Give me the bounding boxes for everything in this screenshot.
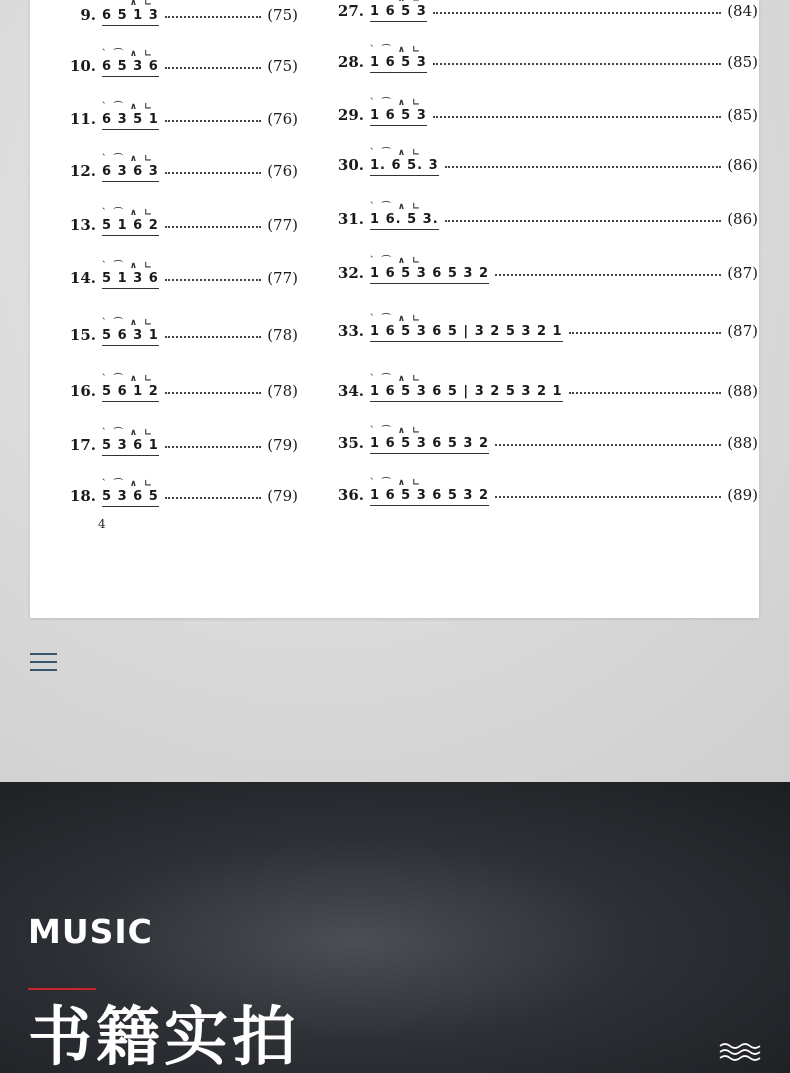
score-entry xyxy=(334,202,758,236)
leader-dots xyxy=(569,392,722,394)
leader-dots xyxy=(495,274,721,276)
entry-notes: ˋ ⌒ ∧ ∟ 5 3 6 5 xyxy=(102,489,159,504)
entry-notes: ˋ ⌒ ∧ ∟ 1 6 5 3 6 5 | 3 2 5 3 2 1 xyxy=(370,384,563,399)
page-footer-number: 4 xyxy=(98,517,106,531)
score-entry xyxy=(66,479,298,513)
entry-number: 35. xyxy=(337,434,364,452)
entry-notes: ˋ ⌒ ∧ ∟ 6 5 3 6 xyxy=(102,59,159,74)
entry-notes: ˋ ⌒ ∧ ∟ 1 6 5 3 xyxy=(370,4,427,19)
entry-notes: ˋ ⌒ ∧ ∟ 5 1 3 6 xyxy=(102,271,159,286)
entry-page: (89) xyxy=(727,486,758,504)
score-entry xyxy=(334,256,758,290)
score-entry xyxy=(334,374,758,408)
leader-dots xyxy=(165,172,261,174)
entry-notes: ˋ ⌒ ∧ ∟ 5 6 1 2 xyxy=(102,384,159,399)
entry-number: 30. xyxy=(337,156,364,174)
hamburger-menu-icon[interactable] xyxy=(30,651,58,675)
entry-page: (76) xyxy=(267,110,298,128)
leader-dots xyxy=(165,446,261,448)
entry-number: 33. xyxy=(337,322,364,340)
entry-page: (87) xyxy=(727,322,758,340)
wave-icon[interactable] xyxy=(719,1041,761,1063)
entry-page: (85) xyxy=(727,53,758,71)
entry-notes: ˋ ⌒ ∧ ∟ 1 6 5 3 6 5 3 2 xyxy=(370,436,489,451)
entry-page: (75) xyxy=(267,57,298,75)
entry-number: 11. xyxy=(69,110,96,128)
score-entry xyxy=(66,154,298,188)
entry-number: 32. xyxy=(337,264,364,282)
entry-notes: ˋ ⌒ ∧ ∟ 6 5 1 3 xyxy=(102,8,159,23)
leader-dots xyxy=(165,120,261,122)
leader-dots xyxy=(569,332,722,334)
score-entry xyxy=(66,208,298,242)
entry-notes: ˋ ⌒ ∧ ∟ 6 3 5 1 xyxy=(102,112,159,127)
score-entry xyxy=(334,426,758,460)
score-entry xyxy=(66,428,298,462)
entry-notes: ˋ ⌒ ∧ ∟ 1 6 5 3 6 5 3 2 xyxy=(370,488,489,503)
entry-number: 27. xyxy=(337,2,364,20)
entry-number: 10. xyxy=(69,57,96,75)
entry-page: (84) xyxy=(727,2,758,20)
entry-notes: ˋ ⌒ ∧ ∟ 5 6 3 1 xyxy=(102,328,159,343)
entry-page: (77) xyxy=(267,269,298,287)
banner-title: 书籍实拍 xyxy=(28,1001,300,1073)
leader-dots xyxy=(495,444,721,446)
entry-page: (86) xyxy=(727,156,758,174)
entry-page: (86) xyxy=(727,210,758,228)
entry-page: (88) xyxy=(727,434,758,452)
accent-divider xyxy=(28,988,96,990)
entry-page: (79) xyxy=(267,436,298,454)
score-entry xyxy=(334,314,758,348)
entry-page: (78) xyxy=(267,382,298,400)
entry-page: (79) xyxy=(267,487,298,505)
entry-notes: ˋ ⌒ ∧ ∟ 1 6 5 3 xyxy=(370,108,427,123)
entry-number: 29. xyxy=(337,106,364,124)
leader-dots xyxy=(165,16,261,18)
entry-number: 14. xyxy=(69,269,96,287)
entry-notes: ˋ ⌒ ∧ ∟ 1 6 5 3 6 5 3 2 xyxy=(370,266,489,281)
entry-page: (78) xyxy=(267,326,298,344)
leader-dots xyxy=(165,67,261,69)
score-entry xyxy=(66,49,298,83)
banner-label: MUSIC xyxy=(28,912,153,951)
entry-number: 31. xyxy=(337,210,364,228)
leader-dots xyxy=(165,392,261,394)
entry-notes: ˋ ⌒ ∧ ∟ 5 1 6 2 xyxy=(102,218,159,233)
leader-dots xyxy=(495,496,721,498)
leader-dots xyxy=(165,279,261,281)
leader-dots xyxy=(433,12,721,14)
score-entry xyxy=(66,374,298,408)
entry-number: 13. xyxy=(69,216,96,234)
entry-page: (85) xyxy=(727,106,758,124)
score-entry xyxy=(334,98,758,132)
leader-dots xyxy=(433,63,721,65)
score-entry xyxy=(334,45,758,79)
entry-page: (87) xyxy=(727,264,758,282)
score-entry xyxy=(66,318,298,352)
score-entry xyxy=(66,102,298,136)
entry-notes: ˋ ⌒ ∧ ∟ 1 6. 5 3. xyxy=(370,212,439,227)
leader-dots xyxy=(445,166,722,168)
entry-notes: ˋ ⌒ ∧ ∟ 1 6 5 3 xyxy=(370,55,427,70)
leader-dots xyxy=(445,220,722,222)
entry-number: 36. xyxy=(337,486,364,504)
music-banner xyxy=(0,782,790,1073)
entry-number: 34. xyxy=(337,382,364,400)
entry-page: (76) xyxy=(267,162,298,180)
entry-page: (75) xyxy=(267,6,298,24)
entry-notes: ˋ ⌒ ∧ ∟ 1 6 5 3 6 5 | 3 2 5 3 2 1 xyxy=(370,324,563,339)
entry-notes: ˋ ⌒ ∧ ∟ 6 3 6 3 xyxy=(102,164,159,179)
leader-dots xyxy=(433,116,721,118)
score-entry xyxy=(66,261,298,295)
score-entry xyxy=(334,0,758,28)
entry-number: 18. xyxy=(69,487,96,505)
leader-dots xyxy=(165,336,261,338)
entry-page: (88) xyxy=(727,382,758,400)
entry-number: 16. xyxy=(69,382,96,400)
score-entry xyxy=(66,0,298,32)
score-entry xyxy=(334,148,758,182)
entry-number: 28. xyxy=(337,53,364,71)
leader-dots xyxy=(165,497,261,499)
entry-number: 12. xyxy=(69,162,96,180)
leader-dots xyxy=(165,226,261,228)
score-photo xyxy=(30,0,759,618)
entry-page: (77) xyxy=(267,216,298,234)
entry-number: 17. xyxy=(69,436,96,454)
entry-notes: ˋ ⌒ ∧ ∟ 1. 6 5. 3 xyxy=(370,158,439,173)
entry-number: 9. xyxy=(80,6,96,24)
entry-number: 15. xyxy=(69,326,96,344)
entry-notes: ˋ ⌒ ∧ ∟ 5 3 6 1 xyxy=(102,438,159,453)
score-entry xyxy=(334,478,758,512)
